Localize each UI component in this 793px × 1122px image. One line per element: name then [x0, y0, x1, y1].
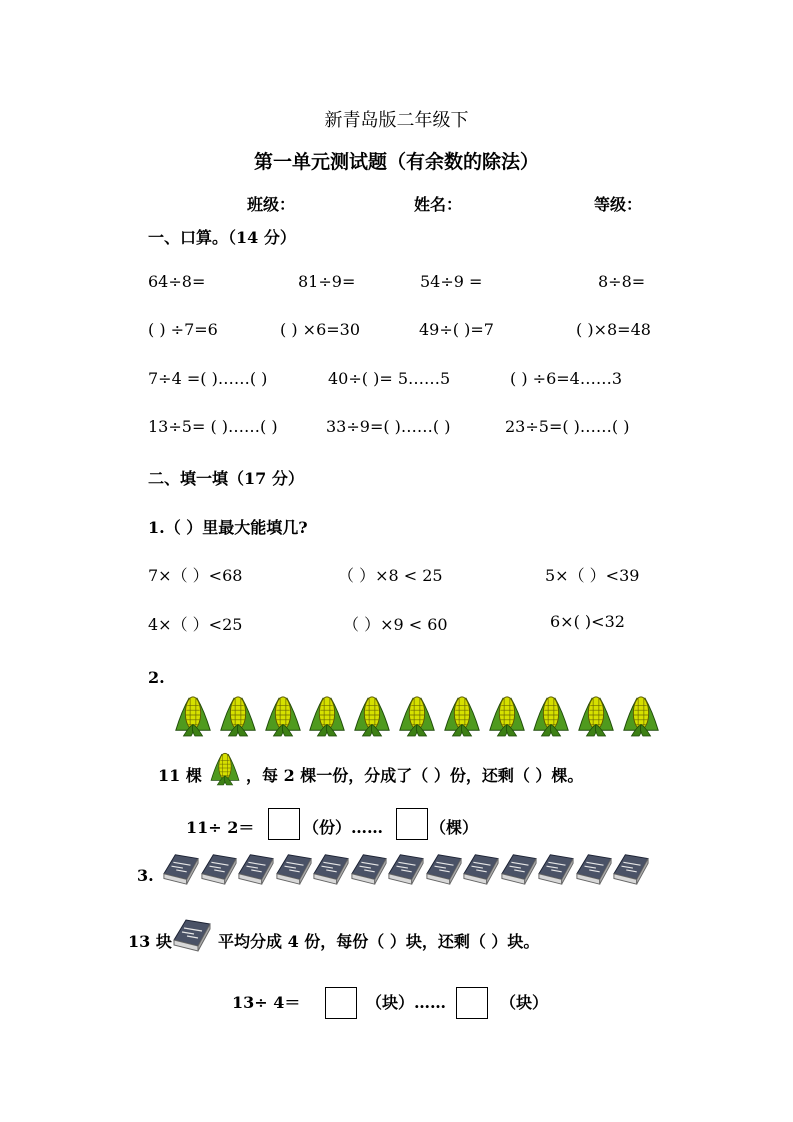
eraser-icon	[237, 852, 275, 886]
oral-problem: 81÷9=	[298, 272, 356, 291]
corn-icon	[575, 692, 617, 738]
q2-equation-post: （棵）	[430, 818, 479, 837]
eraser-icon	[162, 852, 200, 886]
corn-icon	[172, 692, 214, 738]
class-label: 班级：	[247, 195, 296, 214]
q3-text-pre: 13 块	[128, 932, 172, 951]
oral-problem: 49÷( )=7	[419, 320, 494, 339]
corn-icon	[530, 692, 572, 738]
corn-icon	[208, 746, 242, 790]
q2-quotient-box[interactable]	[268, 808, 300, 840]
grade-label: 等级：	[594, 195, 643, 214]
eraser-icon	[462, 852, 500, 886]
corn-icon	[486, 692, 528, 738]
inequality-problem: 6×( )<32	[550, 612, 625, 631]
q3-equation-post: （块）	[500, 993, 549, 1012]
oral-problem: ( ) ×6=30	[280, 320, 361, 339]
eraser-icon	[425, 852, 463, 886]
eraser-icon	[387, 852, 425, 886]
inequality-problem: 7×（ ）<68	[148, 566, 243, 585]
eraser-row	[162, 852, 652, 888]
q2-equation-pre: 11÷ 2＝	[186, 818, 255, 837]
eraser-icon	[575, 852, 613, 886]
eraser-icon	[200, 852, 238, 886]
eraser-icon	[612, 852, 650, 886]
inequality-problem: 5×（ ）<39	[545, 566, 640, 585]
corn-icon	[262, 692, 304, 738]
inequality-problem: （ ）×9 < 60	[343, 615, 448, 634]
q3-quotient-box[interactable]	[325, 987, 357, 1019]
oral-problem: 23÷5=( )……( )	[505, 417, 630, 436]
oral-problem: ( ) ÷6=4……3	[510, 369, 623, 388]
eraser-icon	[172, 918, 212, 952]
oral-problem: 33÷9=( )……( )	[326, 417, 451, 436]
corn-icon	[396, 692, 438, 738]
q1-prompt: 1.（ ）里最大能填几?	[148, 518, 308, 537]
inequality-problem: 4×（ ）<25	[148, 615, 243, 634]
document-subtitle: 第一单元测试题（有余数的除法）	[253, 151, 539, 173]
name-label: 姓名：	[414, 195, 463, 214]
corn-icon	[351, 692, 393, 738]
oral-problem: 40÷( )= 5……5	[328, 369, 451, 388]
q2-equation-mid: （份）……	[303, 818, 384, 837]
q3-equation-pre: 13÷ 4＝	[232, 993, 301, 1012]
section1-heading: 一、口算。（14 分）	[148, 228, 296, 247]
q3-remainder-box[interactable]	[456, 987, 488, 1019]
oral-problem: 13÷5= ( )……( )	[148, 417, 278, 436]
corn-icon	[306, 692, 348, 738]
oral-problem: ( ) ÷7=6	[148, 320, 218, 339]
eraser-icon	[275, 852, 313, 886]
q3-equation-mid: （块）……	[366, 993, 447, 1012]
oral-problem: 7÷4 =( )……( )	[148, 369, 268, 388]
corn-icon	[620, 692, 662, 738]
oral-problem: 54÷9 =	[420, 272, 483, 291]
eraser-icon	[312, 852, 350, 886]
eraser-icon	[537, 852, 575, 886]
q2-remainder-box[interactable]	[396, 808, 428, 840]
eraser-icon	[350, 852, 388, 886]
q2-number: 2.	[148, 668, 165, 687]
corn-icon	[217, 692, 259, 738]
q2-text-pre: 11 棵	[158, 766, 202, 785]
section2-heading: 二、填一填（17 分）	[148, 469, 304, 488]
oral-problem: 8÷8=	[598, 272, 646, 291]
eraser-icon	[500, 852, 538, 886]
q3-number: 3.	[137, 866, 154, 885]
corn-row	[172, 692, 662, 740]
q2-text-post: ，每 2 棵一份，分成了（ ）份，还剩（ ）棵。	[246, 766, 584, 785]
q3-text-post: 平均分成 4 份，每份（ ）块，还剩（ ）块。	[218, 932, 540, 951]
inequality-problem: （ ）×8 < 25	[338, 566, 443, 585]
document-title: 新青岛版二年级下	[324, 110, 469, 131]
oral-problem: ( )×8=48	[576, 320, 651, 339]
oral-problem: 64÷8=	[148, 272, 206, 291]
corn-icon	[441, 692, 483, 738]
